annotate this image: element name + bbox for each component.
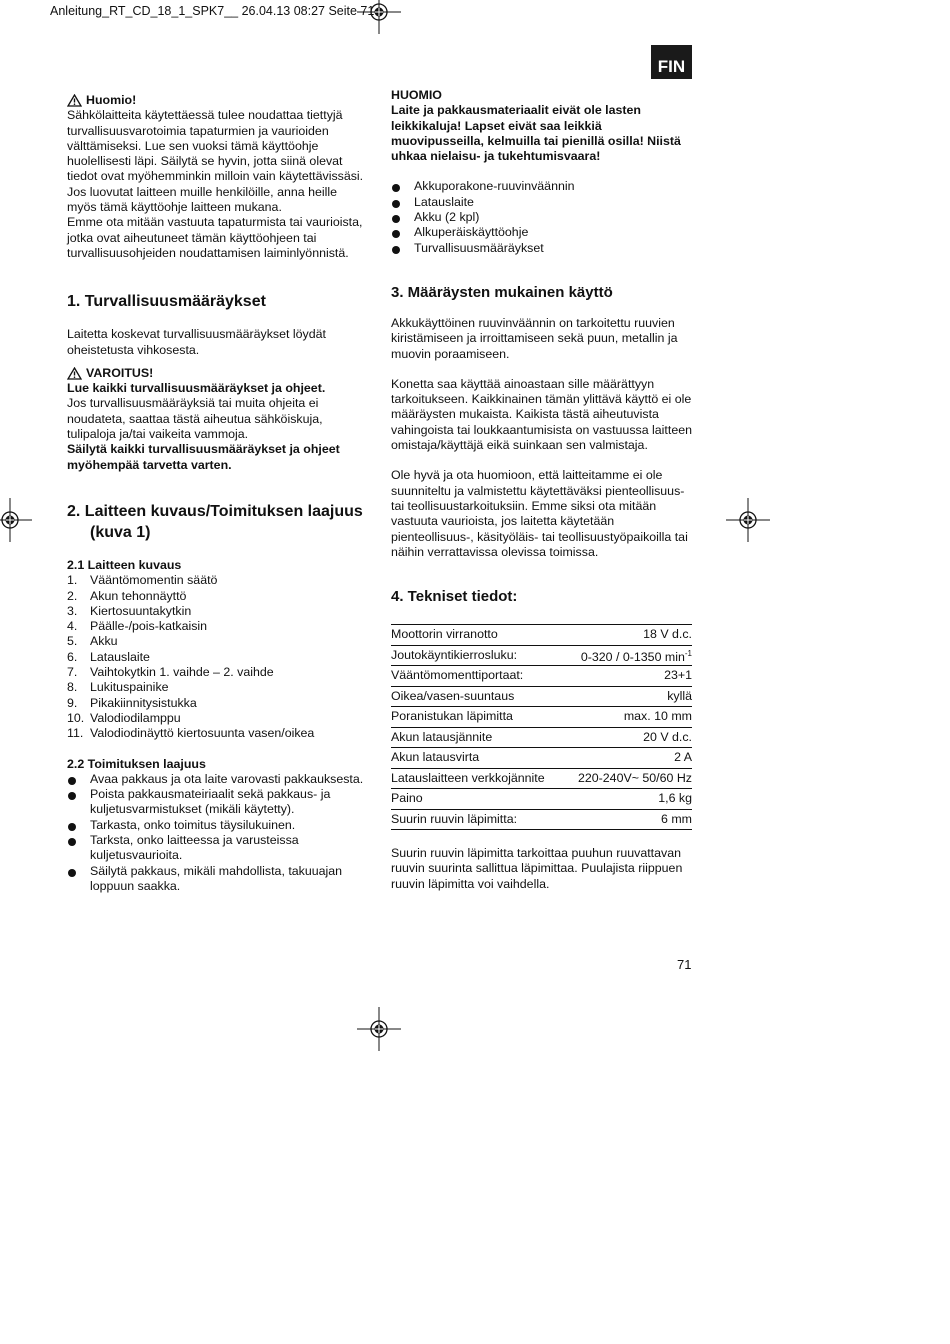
language-tab: FIN bbox=[651, 45, 692, 79]
spec-value-text: 18 V d.c. bbox=[643, 627, 692, 642]
section-2-title-line-1: 2. Laitteen kuvaus/Toimituksen laajuus bbox=[67, 502, 363, 520]
part-item bbox=[67, 726, 367, 741]
spec-key: Paino bbox=[391, 789, 564, 810]
part-number: 11. bbox=[67, 726, 84, 741]
spec-value-text: 23+1 bbox=[664, 668, 692, 683]
warning-text: Jos turvallisuusmääräyksiä tai muita ohjeita ei noudateta, saattaa tästä aiheutua sähköiskuja, tulipaloja ja/tai vaikeita vammoja. bbox=[67, 396, 323, 442]
section-2-title bbox=[67, 501, 367, 543]
delivery-item: Säilytä pakkaus, mikäli mahdollista, takuuajan loppuun saakka. bbox=[67, 864, 367, 895]
notice-title: Huomio! bbox=[86, 93, 137, 107]
contents-list bbox=[391, 179, 692, 255]
spec-note: Suurin ruuvin läpimitta tarkoittaa puuhun ruuvattavan ruuvin suurinta sallittua läpimittaa. Puulajista riippuen ruuvin läpimitta voi vaihdella. bbox=[391, 846, 683, 891]
part-item bbox=[67, 650, 367, 665]
parts-list bbox=[67, 573, 367, 741]
part-label: Kiertosuuntakytkin bbox=[90, 603, 192, 618]
huomio-text: Laite ja pakkausmateriaalit eivät ole lasten leikkikaluja! Lapset eivät saa leikkiä muovipusseilla, kelmuilla tai pienillä osilla! Niistä uhkaa nielaisu- ja tukehtumisvaara! bbox=[391, 103, 681, 164]
notice-text-2: Emme ota mitään vastuuta tapaturmista tai vaurioista, jotka ovat aiheutuneet tämän käyttöohjeen tai turvallisuusohjeiden noudattamisen laiminlyönnistä. bbox=[67, 215, 363, 260]
delivery-item: Tarksta, onko laitteessa ja varusteissa kuljetusvaurioita. bbox=[67, 833, 367, 864]
warning-triangle-icon bbox=[67, 367, 82, 380]
registration-mark-icon bbox=[726, 498, 770, 542]
spec-value bbox=[564, 727, 692, 748]
page-number: 71 bbox=[677, 957, 692, 972]
spec-value-text: 220-240V~ 50/60 Hz bbox=[577, 770, 692, 785]
registration-mark-icon bbox=[0, 498, 32, 542]
spec-value bbox=[564, 748, 692, 769]
part-number: 8. bbox=[67, 680, 78, 695]
warning-triangle-icon bbox=[67, 94, 82, 107]
part-item bbox=[67, 604, 367, 619]
spec-value bbox=[564, 707, 692, 728]
part-number: 2. bbox=[67, 588, 78, 603]
subsection-2-2-title: 2.2 Toimituksen laajuus bbox=[67, 756, 206, 771]
spec-value bbox=[564, 645, 692, 666]
spec-row bbox=[391, 727, 692, 748]
section-3-para-1: Akkukäyttöinen ruuvinväännin on tarkoitettu ruuvien kiristämiseen ja irroittamiseen sekä puun, metallin ja muovin poraamiseen. bbox=[391, 315, 678, 361]
left-column bbox=[67, 93, 367, 894]
delivery-item: Tarkasta, onko toimitus täysilukuinen. bbox=[67, 818, 367, 833]
contents-item: Alkuperäiskäyttöohje bbox=[391, 225, 692, 240]
part-item bbox=[67, 680, 367, 695]
part-label: Valodiodilamppu bbox=[90, 710, 181, 725]
section-1-title: 1. Turvallisuusmääräykset bbox=[67, 293, 266, 311]
subsection-2-1-title: 2.1 Laitteen kuvaus bbox=[67, 557, 182, 572]
spec-value-text: max. 10 mm bbox=[623, 709, 692, 724]
contents-item: Akkuporakone-ruuvinväännin bbox=[391, 179, 692, 194]
contents-item: Turvallisuusmääräykset bbox=[391, 241, 692, 256]
spec-value-superscript: -1 bbox=[684, 648, 692, 658]
spec-value-text: 20 V d.c. bbox=[643, 729, 692, 744]
spec-key: Suurin ruuvin läpimitta: bbox=[391, 809, 564, 830]
warning-title: VAROITUS! bbox=[86, 365, 154, 380]
part-label: Valodiodinäyttö kiertosuunta vasen/oikea bbox=[90, 726, 315, 741]
spec-value bbox=[564, 666, 692, 687]
spec-value-text: 2 A bbox=[674, 750, 692, 765]
right-column bbox=[391, 88, 692, 892]
spec-key: Latauslaitteen verkkojännite bbox=[391, 768, 564, 789]
section-4-title: 4. Tekniset tiedot: bbox=[391, 588, 518, 606]
delivery-item: Avaa pakkaus ja ota laite varovasti pakkauksesta. bbox=[67, 772, 367, 787]
section-3-title: 3. Määräysten mukainen käyttö bbox=[391, 283, 613, 301]
spec-row bbox=[391, 625, 692, 646]
part-label: Latauslaite bbox=[90, 649, 150, 664]
spec-value-text: 6 mm bbox=[661, 811, 692, 826]
spec-key: Akun latausjännite bbox=[391, 727, 564, 748]
part-item bbox=[67, 619, 367, 634]
notice-heading bbox=[67, 93, 367, 108]
spec-key: Oikea/vasen-suuntaus bbox=[391, 686, 564, 707]
spec-key: Moottorin virranotto bbox=[391, 625, 564, 646]
delivery-item: Poista pakkausmateiriaalit sekä pakkaus- ja kuljetusvarmistukset (mikäli käytetty). bbox=[67, 787, 367, 818]
part-label: Akun tehonnäyttö bbox=[90, 588, 187, 603]
print-slug: Anleitung_RT_CD_18_1_SPK7__ 26.04.13 08:27 Seite 71 bbox=[50, 4, 375, 18]
part-number: 1. bbox=[67, 573, 78, 588]
spec-row bbox=[391, 666, 692, 687]
spec-value bbox=[564, 625, 692, 646]
spec-table bbox=[391, 624, 692, 830]
spec-value bbox=[564, 768, 692, 789]
part-number: 6. bbox=[67, 649, 78, 664]
part-number: 9. bbox=[67, 695, 78, 710]
spec-row bbox=[391, 809, 692, 830]
section-1-text: Laitetta koskevat turvallisuusmääräykset löydät oheistetusta vihkosesta. bbox=[67, 327, 326, 357]
spec-row bbox=[391, 789, 692, 810]
spec-value-text: 0-320 / 0-1350 min bbox=[580, 649, 685, 664]
spec-value-text: kyllä bbox=[667, 688, 692, 703]
part-item bbox=[67, 589, 367, 604]
spec-row bbox=[391, 768, 692, 789]
spec-value-text: 1,6 kg bbox=[658, 791, 692, 806]
part-item bbox=[67, 665, 367, 680]
spec-value bbox=[564, 789, 692, 810]
part-item bbox=[67, 634, 367, 649]
part-item bbox=[67, 711, 367, 726]
part-number: 7. bbox=[67, 665, 78, 680]
part-label: Vääntömomentin säätö bbox=[90, 573, 218, 588]
part-label: Päälle-/pois-katkaisin bbox=[90, 619, 208, 634]
contents-item: Akku (2 kpl) bbox=[391, 210, 692, 225]
section-3-para-2: Konetta saa käyttää ainoastaan sille määrättyyn tarkoitukseen. Kaikkinainen tämän ylittävä käyttö ei ole määräysten mukaista. Kaikista tästä aiheutuvista vahingoista tai loukkaantumisista on vastuussa laitteen omistaja/käyttäjä eikä suinkaan sen valmistaja. bbox=[391, 376, 692, 453]
warning-bold: Lue kaikki turvallisuusmääräykset ja ohjeet. bbox=[67, 381, 326, 396]
contents-item: Latauslaite bbox=[391, 195, 692, 210]
part-item bbox=[67, 696, 367, 711]
registration-mark-icon bbox=[357, 1007, 401, 1051]
part-number: 10. bbox=[67, 710, 85, 725]
section-3-para-3: Ole hyvä ja ota huomioon, että laitteitamme ei ole suunniteltu ja valmistettu käytettäväksi pienteollisuus- tai teollisuustarkoituksiin. Emme siksi ota mitään vastuuta vaurioista, jos laitetta käytetään pienteollisuus-, käsityöläis- tai teollisuustyöpaikoilla tai näihin verrattavissa olevissa toimissa. bbox=[391, 468, 688, 559]
spec-row bbox=[391, 748, 692, 769]
spec-key: Akun latausvirta bbox=[391, 748, 564, 769]
spec-row bbox=[391, 645, 692, 666]
part-item bbox=[67, 573, 367, 588]
part-number: 3. bbox=[67, 603, 78, 618]
part-number: 5. bbox=[67, 634, 78, 649]
part-label: Akku bbox=[90, 634, 118, 649]
delivery-list bbox=[67, 772, 367, 894]
spec-row bbox=[391, 707, 692, 728]
spec-key: Poranistukan läpimitta bbox=[391, 707, 564, 728]
spec-key: Joutokäyntikierrosluku: bbox=[391, 645, 564, 666]
spec-value bbox=[564, 686, 692, 707]
spec-value bbox=[564, 809, 692, 830]
part-label: Vaihtokytkin 1. vaihde – 2. vaihde bbox=[90, 665, 274, 680]
notice-text: Sähkölaitteita käytettäessä tulee noudattaa tiettyjä turvallisuusvarotoimia tapaturmien ja vaurioiden välttämiseksi. Lue sen vuoksi tämä käyttöohje huolellisesti läpi. Säilytä se hyvin, jotta siinä olevat tiedot ovat myöhemminkin milloin vain käytettävissäsi. Jos luovutat laitteen muille henkilöille, anna heille myös tämä käyttöohje laitteen mukana. bbox=[67, 108, 364, 215]
spec-row bbox=[391, 686, 692, 707]
registration-mark-icon bbox=[357, 0, 401, 34]
section-2-title-line-2: (kuva 1) bbox=[90, 523, 151, 541]
part-number: 4. bbox=[67, 619, 78, 634]
huomio-title: HUOMIO bbox=[391, 88, 442, 102]
spec-key: Vääntömomenttiportaat: bbox=[391, 666, 564, 687]
part-label: Pikakiinnitysistukka bbox=[90, 695, 197, 710]
warning-heading bbox=[67, 366, 367, 381]
part-label: Lukituspainike bbox=[90, 680, 169, 695]
warning-bold-2: Säilytä kaikki turvallisuusmääräykset ja ohjeet myöhempää tarvetta varten. bbox=[67, 442, 340, 472]
